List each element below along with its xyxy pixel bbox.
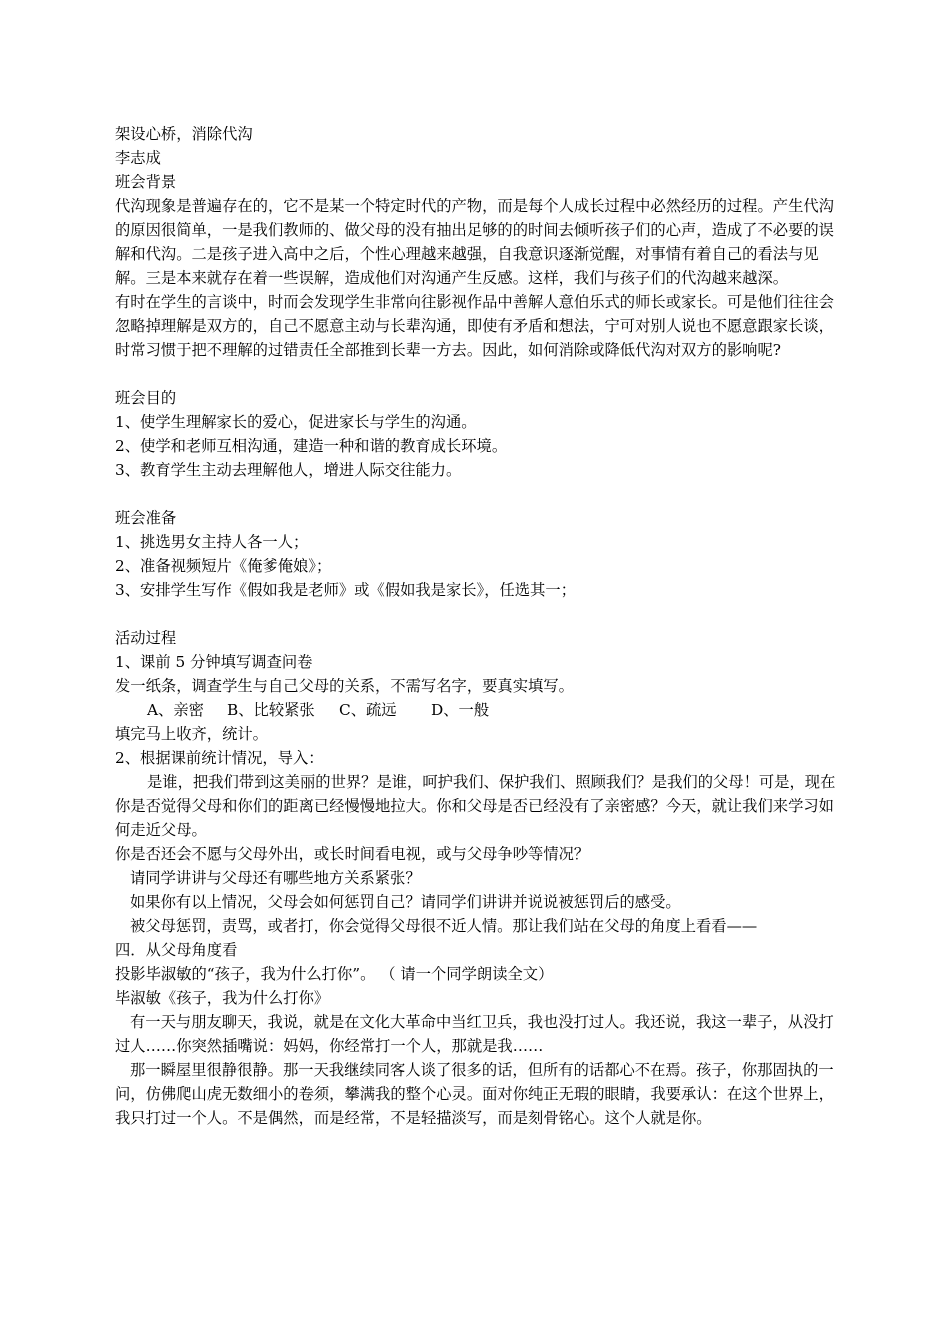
goal-item: 1、使学生理解家长的爱心，促进家长与学生的沟通。 (115, 413, 477, 431)
goals-heading: 班会目的 (115, 389, 177, 407)
author-name: 李志成 (115, 149, 161, 167)
question-text: 请同学讲讲与父母还有哪些地方关系紧张？ (130, 869, 421, 887)
question-text: 如果你有以上情况，父母会如何惩罚自己？请同学们讲讲并说说被惩罚后的感受。 (130, 893, 681, 911)
background-paragraph: 有时在学生的言谈中，时而会发现学生非常向往影视作品中善解人意伯乐式的师长或家长。可是他们往往会忽略掉理解是双方的，自己不愿意主动与长辈沟通，即使有矛盾和想法，宁可对别人说也不愿意跟家长谈，时常习惯于把不理解的过错责任全部推到长辈一方去。因此，如何消除或降低代沟对双方的影响呢? (115, 293, 834, 359)
survey-option: C、疏远 (339, 701, 397, 719)
document-title: 架设心桥，消除代沟 (115, 125, 253, 143)
projection-note: 投影毕淑敏的“孩子，我为什么打你”。 （ 请一个同学朗读全文） (115, 965, 554, 983)
spacer (115, 602, 841, 626)
prep-item: 1、挑选男女主持人各一人； (115, 533, 309, 551)
background-heading: 班会背景 (115, 173, 177, 191)
essay-title: 毕淑敏《孩子，我为什么打你》 (115, 989, 330, 1007)
survey-option: B、比较紧张 (227, 701, 315, 719)
document-body (115, 122, 841, 1130)
essay-paragraph: 有一天与朋友聊天，我说，就是在文化大革命中当红卫兵，我也没打过人。我还说，我这一辈子，从没打过人……你突然插嘴说：妈妈，你经常打一个人，那就是我…… (115, 1013, 834, 1055)
spacer (115, 362, 841, 386)
survey-option: A、亲密 (147, 701, 204, 719)
prep-item: 3、安排学生写作《假如我是老师》或《假如我是家长》，任选其一； (115, 581, 576, 599)
spacer (115, 482, 841, 506)
survey-after-text: 填完马上收齐，统计。 (115, 725, 268, 743)
goal-item: 3、教育学生主动去理解他人，增进人际交往能力。 (115, 461, 462, 479)
goal-item: 2、使学和老师互相沟通，建造一种和谐的教育成长环境。 (115, 437, 508, 455)
survey-option: D、一般 (431, 701, 490, 719)
prep-item: 2、准备视频短片《俺爹俺娘》； (115, 557, 332, 575)
prep-heading: 班会准备 (115, 509, 177, 527)
question-text: 被父母惩罚，责骂，或者打，你会觉得父母很不近人情。那让我们站在父母的角度上看看—— (130, 917, 758, 935)
survey-options (115, 698, 841, 722)
essay-paragraph: 那一瞬屋里很静很静。那一天我继续同客人谈了很多的话，但所有的话都心不在焉。孩子，你那固执的一问，仿佛爬山虎无数细小的卷须，攀满我的整个心灵。面对你纯正无瑕的眼睛，我要承认：在这个世界上，我只打过一个人。不是偶然，而是经常，不是轻描淡写，而是刻骨铭心。这个人就是你。 (115, 1061, 834, 1127)
question-text: 你是否还会不愿与父母外出，或长时间看电视，或与父母争吵等情况？ (115, 845, 590, 863)
background-paragraph: 代沟现象是普遍存在的，它不是某一个特定时代的产物，而是每个人成长过程中必然经历的过程。产生代沟的原因很简单，一是我们教师的、做父母的没有抽出足够的的时间去倾听孩子们的心声，造成了不必要的误解和代沟。二是孩子进入高中之后，个性心理越来越强，自我意识逐渐觉醒，对事情有着自己的看法与见解。三是本来就存在着一些误解，造成他们对沟通产生反感。这样，我们与孩子们的代沟越来越深。 (115, 197, 834, 287)
process-heading: 活动过程 (115, 629, 177, 647)
section-heading: 四．从父母角度看 (115, 941, 238, 959)
process-step: 2、根据课前统计情况，导入： (115, 749, 324, 767)
survey-description: 发一纸条，调查学生与自己父母的关系，不需写名字，要真实填写。 (115, 677, 574, 695)
intro-paragraph: 是谁，把我们带到这美丽的世界？是谁，呵护我们、保护我们、照顾我们？是我们的父母！可是，现在你是否觉得父母和你们的距离已经慢慢地拉大。你和父母是否已经没有了亲密感？今天，就让我们来学习如何走近父母。 (115, 773, 836, 839)
process-step: 1、课前 5 分钟填写调查问卷 (115, 653, 313, 671)
